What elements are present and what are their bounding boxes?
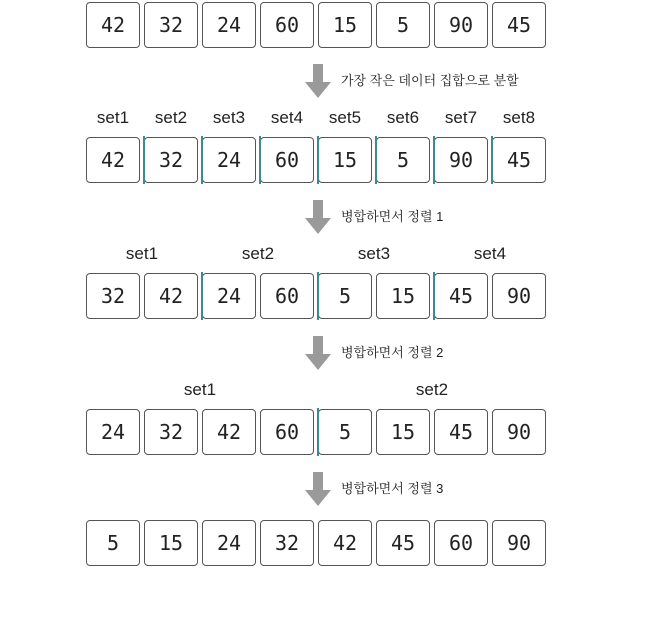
array-cell: 32 (86, 273, 140, 319)
set-label: set3 (357, 244, 391, 263)
array-cell: 42 (318, 520, 372, 566)
array-cell: 45 (492, 137, 546, 183)
array-cell: 60 (260, 409, 314, 455)
array-cell: 32 (144, 409, 198, 455)
step-caption: 병합하면서 정렬 1 (341, 209, 444, 224)
set-divider (433, 136, 435, 184)
array-cell: 15 (144, 520, 198, 566)
set-divider (201, 136, 203, 184)
array-cell: 5 (86, 520, 140, 566)
array-cell: 45 (434, 273, 488, 319)
array-cell: 60 (434, 520, 488, 566)
set-divider (375, 136, 377, 184)
array-cell: 42 (144, 273, 198, 319)
array-cell: 90 (492, 520, 546, 566)
array-cell: 90 (434, 2, 488, 48)
set-divider (317, 408, 319, 456)
array-cell: 45 (376, 520, 430, 566)
array-cell: 24 (86, 409, 140, 455)
set-divider (317, 272, 319, 320)
step-caption: 가장 작은 데이터 집합으로 분할 (341, 73, 519, 88)
array-cell: 32 (260, 520, 314, 566)
set-divider (143, 136, 145, 184)
array-cell: 24 (202, 273, 256, 319)
array-cell: 5 (376, 2, 430, 48)
sorted-array (86, 520, 550, 568)
set-label: set6 (386, 108, 420, 127)
set-label: set2 (415, 380, 449, 399)
down-arrow-icon (305, 200, 331, 236)
array-cell: 24 (202, 520, 256, 566)
array-cell: 60 (260, 2, 314, 48)
set-label: set1 (125, 244, 159, 263)
array-cell: 15 (318, 137, 372, 183)
array-cell: 15 (376, 273, 430, 319)
set-label: set8 (502, 108, 536, 127)
set-label: set3 (212, 108, 246, 127)
array-cell: 32 (144, 137, 198, 183)
array-cell: 24 (202, 137, 256, 183)
set-label: set1 (183, 380, 217, 399)
step-caption: 병합하면서 정렬 3 (341, 481, 444, 496)
set-label: set2 (241, 244, 275, 263)
array-cell: 60 (260, 273, 314, 319)
array-cell: 90 (492, 409, 546, 455)
array-cell: 15 (318, 2, 372, 48)
step-caption: 병합하면서 정렬 2 (341, 345, 444, 360)
array-cell: 42 (202, 409, 256, 455)
set-divider (317, 136, 319, 184)
initial-array (86, 2, 550, 50)
array-cell: 5 (318, 273, 372, 319)
set-divider (259, 136, 261, 184)
set-label: set2 (154, 108, 188, 127)
array-cell: 90 (492, 273, 546, 319)
array-cell: 45 (492, 2, 546, 48)
array-cell: 15 (376, 409, 430, 455)
set-label: set7 (444, 108, 478, 127)
array-cell: 24 (202, 2, 256, 48)
array-cell: 42 (86, 137, 140, 183)
array-cell: 5 (376, 137, 430, 183)
down-arrow-icon (305, 64, 331, 100)
array-cell: 5 (318, 409, 372, 455)
set-divider (433, 272, 435, 320)
array-cell: 90 (434, 137, 488, 183)
set-divider (491, 136, 493, 184)
set-label: set1 (96, 108, 130, 127)
set-label: set4 (270, 108, 304, 127)
down-arrow-icon (305, 336, 331, 372)
set-divider (201, 272, 203, 320)
array-cell: 42 (86, 2, 140, 48)
set-label: set4 (473, 244, 507, 263)
set-label: set5 (328, 108, 362, 127)
down-arrow-icon (305, 472, 331, 508)
array-cell: 60 (260, 137, 314, 183)
array-cell: 32 (144, 2, 198, 48)
array-cell: 45 (434, 409, 488, 455)
